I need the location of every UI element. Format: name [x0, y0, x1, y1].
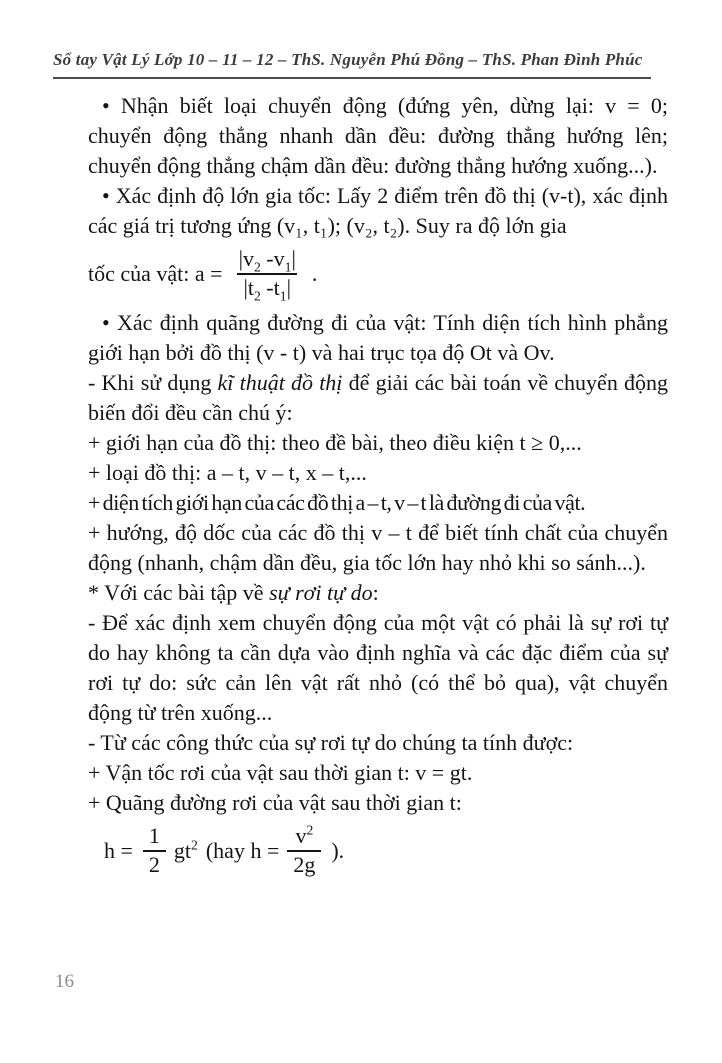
formula-fragment: | [286, 274, 291, 300]
fraction-velocity-over-time [233, 246, 302, 304]
fraction-one-half [143, 824, 166, 877]
paragraph-free-fall-formulas-intro: - Từ các công thức của sự rơi tự do chúng ta tính được: [88, 730, 574, 756]
formula-lead-text: h = [104, 837, 133, 863]
fraction-numerator: 1 [148, 823, 160, 849]
running-title: Sổ tay Vật Lý Lớp 10 – 11 – 12 – ThS. Nguyễn Phú Đồng – ThS. Phan Đình Phúc [53, 50, 643, 69]
fraction-numerator [233, 247, 302, 273]
superscript: 2 [306, 822, 314, 838]
formula-fragment: (hay h = [205, 837, 280, 863]
note-graph-area: + diện tích giới hạn của các đồ thị a – t, v – t là đường đi của vật. [88, 490, 586, 516]
paragraph-text: : [372, 580, 379, 606]
italic-term-graph-technique: kĩ thuật đồ thị [217, 370, 343, 396]
fraction-vsquared-over-2g [287, 824, 321, 877]
subscript: 2 [253, 259, 261, 275]
note-graph-slope: + hướng, độ dốc của các đồ thị v – t để biết tính chất của chuyển động (nhanh, chậm dần đều, gia tốc lớn hay nhỏ khi so sánh...). [88, 520, 668, 576]
formula-fragment: | [291, 246, 296, 271]
paragraph-distance-area: • Xác định quãng đường đi của vật: Tính diện tích hình phẳng giới hạn bởi đồ thị (v - t) và hai trục tọa độ Ot và Ov. [88, 310, 668, 366]
paragraph-text: - Khi sử dụng [88, 370, 218, 396]
page-number: 16 [55, 971, 74, 992]
fraction-denominator [237, 273, 297, 304]
superscript: 2 [191, 837, 198, 853]
page-body [88, 91, 668, 886]
page-header [53, 50, 651, 79]
note-fall-distance: + Quãng đường rơi của vật sau thời gian t: [88, 790, 462, 816]
fraction-denominator: 2 [143, 850, 166, 878]
formula-fragment: |v [238, 246, 254, 271]
fraction-denominator: 2g [287, 850, 321, 878]
paragraph-free-fall-definition: - Để xác định xem chuyển động của một vật có phải là sự rơi tự do hay không ta cần dựa vào định nghĩa và các đặc điểm của sự rơi tự do: sức cản lên vật rất nhỏ (có thể bỏ qua), vật chuyển động từ trên xuống... [88, 610, 668, 726]
formula-fragment [174, 836, 198, 866]
formula-tail-text: ). [331, 837, 345, 863]
formula-fragment: -t [260, 274, 280, 300]
subscript: 1 [279, 288, 287, 304]
formula-fragment: v [295, 823, 307, 849]
formula-fragment: -v [260, 246, 285, 271]
italic-term-free-fall: sự rơi tự do [269, 580, 373, 606]
formula-tail-text: . [311, 260, 318, 286]
formula-fragment: |t [243, 274, 254, 300]
formula-free-fall-height [88, 824, 668, 877]
paragraph-acceleration-magnitude: • Xác định độ lớn gia tốc: Lấy 2 điểm trên đồ thị (v-t), xác định các giá trị tương ứng (v₁, t₁); (v₂, t₂). Suy ra độ lớn gia [88, 183, 668, 238]
paragraph-text: * Với các bài tập về [88, 580, 270, 606]
note-graph-limits: + giới hạn của đồ thị: theo đề bài, theo điều kiện t ≥ 0,... [88, 430, 582, 456]
paragraph-graph-technique [88, 368, 668, 428]
formula-acceleration [88, 246, 668, 304]
note-fall-velocity: + Vận tốc rơi của vật sau thời gian t: v = gt. [88, 760, 473, 786]
paragraph-motion-types: • Nhận biết loại chuyển động (đứng yên, dừng lại: v = 0; chuyển động thẳng nhanh dần đều: đường thẳng hướng lên; chuyển động thẳng chậm dần đều: đường thẳng hướng xuống...). [88, 93, 668, 178]
subscript: 1 [284, 259, 292, 275]
formula-fragment: gt [173, 837, 192, 863]
paragraph-text: để giải các bài toán về chuyển động biến đổi đều cần chú ý: [88, 370, 668, 426]
paragraph-free-fall-heading [88, 578, 668, 608]
fraction-numerator [289, 824, 319, 850]
subscript: 2 [253, 288, 261, 304]
note-graph-kinds: + loại đồ thị: a – t, v – t, x – t,... [88, 460, 367, 486]
formula-lead-text: tốc của vật: a = [88, 260, 223, 286]
